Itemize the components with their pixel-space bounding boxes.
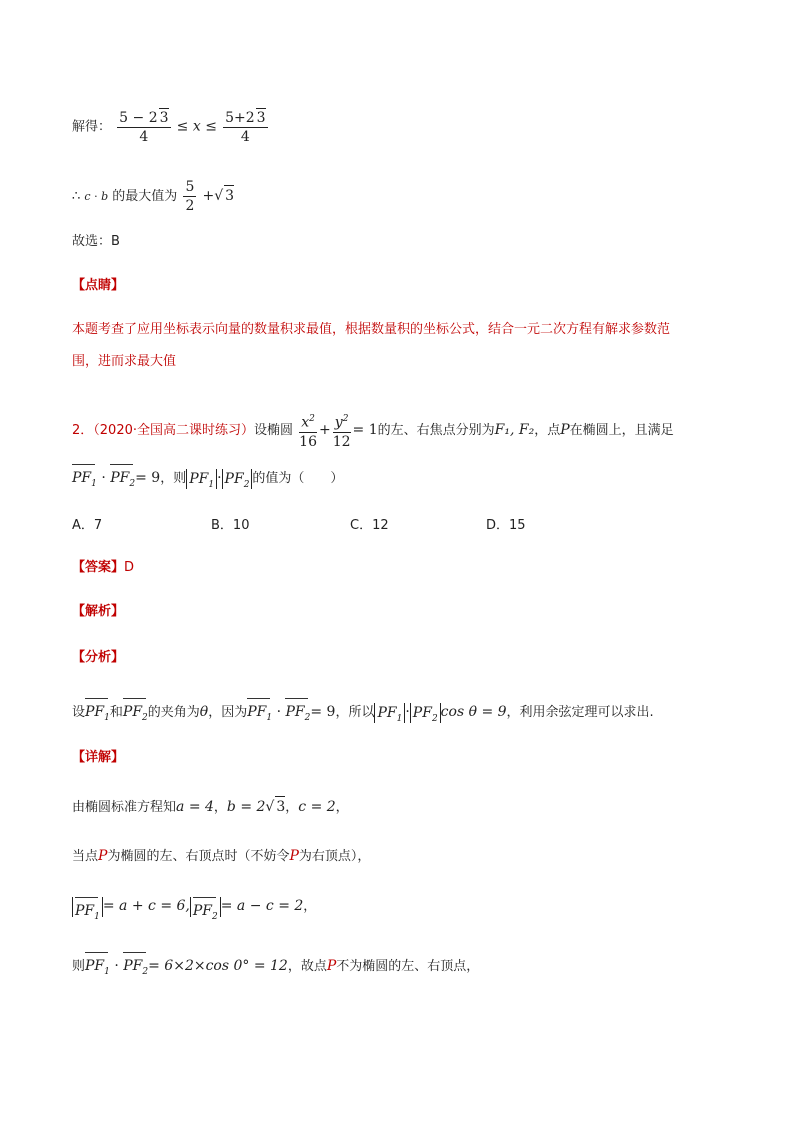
option-a[interactable]: A．7 xyxy=(72,518,103,533)
ellipse-x-term: $\frac{x^2}{16}$ xyxy=(299,410,317,451)
fenxi-heading: 【分析】 xyxy=(72,650,125,665)
jiexi-heading: 【解析】 xyxy=(72,604,125,619)
option-b[interactable]: B．10 xyxy=(211,518,250,533)
max-fraction: $\frac{5}{2}$ xyxy=(185,179,195,214)
question-line-2: $PF_1 \cdot PF_2= 9$，则 $PF_1 \cdot PF_2$ 的值为（ ） xyxy=(72,464,343,494)
xiangjie-heading: 【详解】 xyxy=(72,750,125,765)
question-line-1: 2．（2020·全国高二课时练习）设椭圆 $\frac{x^2}{16}$ + $\frac{y^2}{12}$ = 1的左、右焦点分别为F₁, F₂，点P在椭圆上，且满足 xyxy=(72,410,674,451)
ellipse-y-term: $\frac{y^2}{12}$ xyxy=(333,410,351,451)
answer-line xyxy=(72,558,134,578)
max-value-line: ∴ c · b 的最大值为 $\frac{5}{2}$ +√ 3 xyxy=(72,179,235,214)
comment-line-1: 本题考查了应用坐标表示向量的数量积求最值，根据数量积的坐标公式，结合一元二次方程有解求参数范 xyxy=(72,322,671,337)
analysis-line: 设$PF_1$和$PF_2$的夹角为θ，因为$PF_1 \cdot PF_2= 9$，所以 $PF_1 \cdot PF_2$ cos θ = 9，利用余弦定理可以求出. xyxy=(72,698,654,728)
option-c[interactable]: C．12 xyxy=(350,518,389,533)
comment-line-2: 围，进而求最大值 xyxy=(72,354,177,369)
solution-inequality xyxy=(72,108,270,146)
detail-line-2: 当点P为椭圆的左、右顶点时（不妨令P为右顶点）， xyxy=(72,848,371,864)
question-source: （2020·全国高二课时练习） xyxy=(93,422,254,438)
detail-line-1: 由椭圆标准方程知a = 4，b = 2√ 3，c = 2， xyxy=(72,796,349,818)
therefore-symbol: ∴ xyxy=(72,189,81,204)
choice-line: 故选：B xyxy=(72,234,120,249)
inequality-mid: ≤ x ≤ xyxy=(176,118,217,135)
question-number: 2． xyxy=(72,422,94,438)
detail-line-4: 则$PF_1 \cdot PF_2= 6\times 2\times\cos$ 0° = 12，故点P不为椭圆的左、右顶点， xyxy=(72,952,479,982)
max-text: 的最大值为 xyxy=(112,189,178,204)
solve-label: 解得： xyxy=(72,119,112,135)
fraction-right: $\frac{5+2 3}{4}$ xyxy=(225,110,266,145)
dianjing-heading: 【点睛】 xyxy=(72,278,125,293)
answer-tag: 【答案】 xyxy=(72,560,125,575)
option-d[interactable]: D．15 xyxy=(486,518,526,533)
detail-line-3: $PF_1= a + c = 6$, $PF_2= a - c = 2$， xyxy=(72,896,316,917)
fraction-left: $\frac{5 - 2 3}{4}$ xyxy=(119,110,169,145)
answer-value: D xyxy=(124,560,135,575)
